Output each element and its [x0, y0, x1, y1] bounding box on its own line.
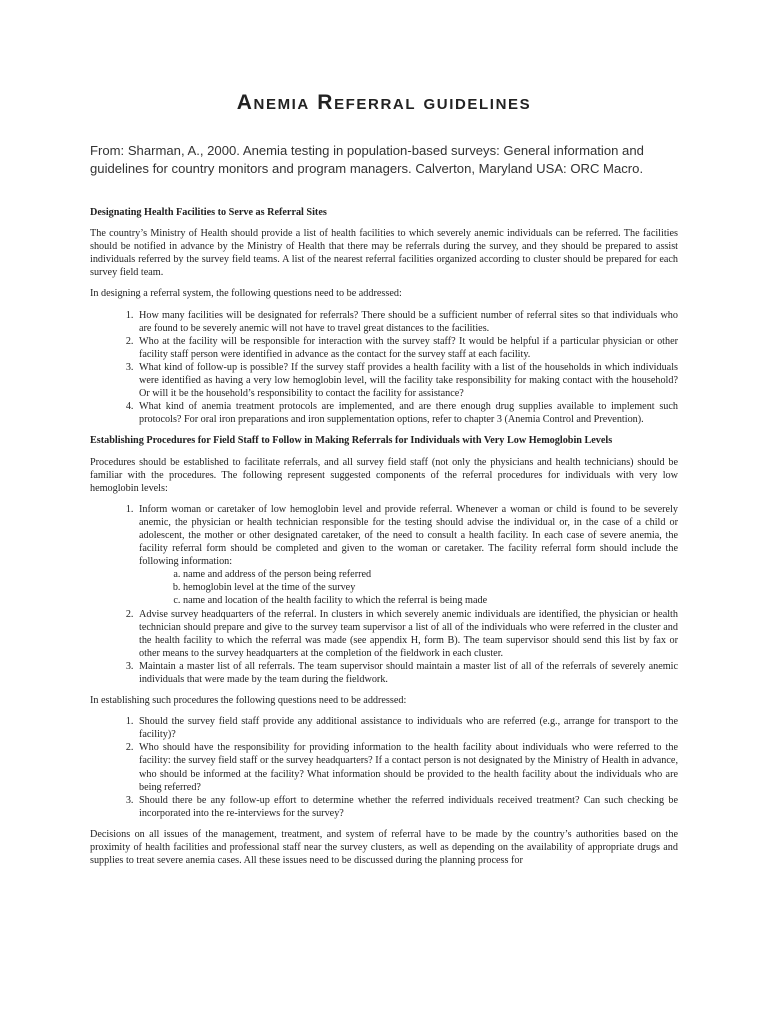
list-item: 1. How many facilities will be designated for referrals? There should be a sufficient number of referral sites so that individuals who are found to be severely anemic will not have to travel great distances to the facilities. — [136, 309, 678, 335]
numbered-list — [90, 715, 678, 820]
paragraph: In establishing such procedures the following questions need to be addressed: — [90, 695, 407, 707]
paragraph: Procedures should be established to facilitate referrals, and all survey field staff (not only the physicians and health technicians) should be familiar with the procedures. The following represent suggested components of the referral procedures for individuals with very low hemoglobin levels: — [90, 456, 678, 494]
section-heading: Establishing Procedures for Field Staff to Follow in Making Referrals for Individuals with Very Low Hemoglobin Levels — [90, 435, 613, 447]
paragraph: Decisions on all issues of the management, treatment, and system of referral have to be made by the country’s authorities based on the proximity of health facilities and professional staff near the survey clusters, as well as depending on the availability of appropriate drugs and supplies to treat severe anemia cases. All these issues need to be discussed during the planning process for — [90, 828, 678, 867]
list-item-text: Inform woman or caretaker of low hemoglobin level and provide referral. Whenever a woman or child is found to be severely anemic, the physician or health technician responsible for the testing should advise the individual or, in the case of a child or adolescent, the mother or other designated caretaker, of the need to consult a health facility. In each case of severe anemia, the facility referral form should be completed and given to the woman or caretaker. The facility referral form should include the following information: — [139, 503, 678, 568]
paragraph: In designing a referral system, the following questions need to be addressed: — [90, 288, 402, 300]
list-item: 2. Who should have the responsibility for providing information to the health facility about individuals who were referred to the facility: the survey field staff or the survey headquarters? If a contact person is not designated by the Ministry of Health in advance, who should be informed at the facility? What information should be provided to the health facility about the individuals who are being referred? — [136, 741, 678, 793]
list-item — [136, 503, 678, 608]
list-item: 3. What kind of follow-up is possible? If the survey staff provides a health facility with a list of the households in which individuals were identified as having a very low hemoglobin level, will the facility take responsibility for making contact with the household? Or will it be the household’s responsibility to contact the facility for assistance? — [136, 361, 678, 400]
source-citation: From: Sharman, A., 2000. Anemia testing in population-based surveys: General information and guidelines for country monitors and program managers. Calverton, Maryland USA: ORC Macro. — [90, 143, 644, 176]
list-item: 3. Should there be any follow-up effort to determine whether the referred individuals received treatment? Can such checking be incorporated into the re-interviews for the survey? — [136, 794, 678, 820]
sub-list-item: c. name and location of the health facility to which the referral is being made — [183, 594, 678, 607]
document-body — [90, 206, 678, 875]
sub-list-item: b. hemoglobin level at the time of the survey — [183, 581, 678, 594]
sub-list-item: a. name and address of the person being referred — [183, 568, 678, 581]
list-item: 3. Maintain a master list of all referrals. The team supervisor should maintain a master list of all of the referrals of severely anemic individuals that were made by the team during the fieldwork. — [136, 660, 678, 686]
sub-list — [139, 568, 678, 607]
list-item: 2. Who at the facility will be responsible for interaction with the survey staff? It would be helpful if a particular physician or other facility staff person were identified in advance as the contact for the survey staff at each facility. — [136, 335, 678, 361]
section-heading: Designating Health Facilities to Serve as Referral Sites — [90, 207, 327, 218]
paragraph: The country’s Ministry of Health should provide a list of health facilities to which severely anemic individuals can be referred. The facilities should be notified in advance by the Ministry of Health that there may be referrals during the survey, and they should be prepared to assist individuals referred by the survey field teams. A list of the nearest referral facilities organized according to cluster should be prepared for each survey field team. — [90, 228, 678, 279]
page-title: Anemia Referral guidelines — [236, 91, 532, 114]
list-item: 1. Should the survey field staff provide any additional assistance to individuals who are referred (e.g., arrange for transport to the facility)? — [136, 715, 678, 741]
numbered-list — [90, 503, 678, 686]
list-item: 2. Advise survey headquarters of the referral. In clusters in which severely anemic individuals are identified, the physician or health technician should prepare and give to the survey team supervisor a list of all of the individuals who were referred in the cluster and the health facility to which the referral was made (see appendix H, form B). The team supervisor should send this list by fax or other means to the survey headquarters at the completion of the fieldwork in each cluster. — [136, 608, 678, 660]
numbered-list — [90, 309, 678, 427]
list-item: 4. What kind of anemia treatment protocols are implemented, and are there enough drug supplies available to implement such protocols? For oral iron preparations and iron supplementation options, refer to chapter 3 (Anemia Control and Prevention). — [136, 400, 678, 426]
